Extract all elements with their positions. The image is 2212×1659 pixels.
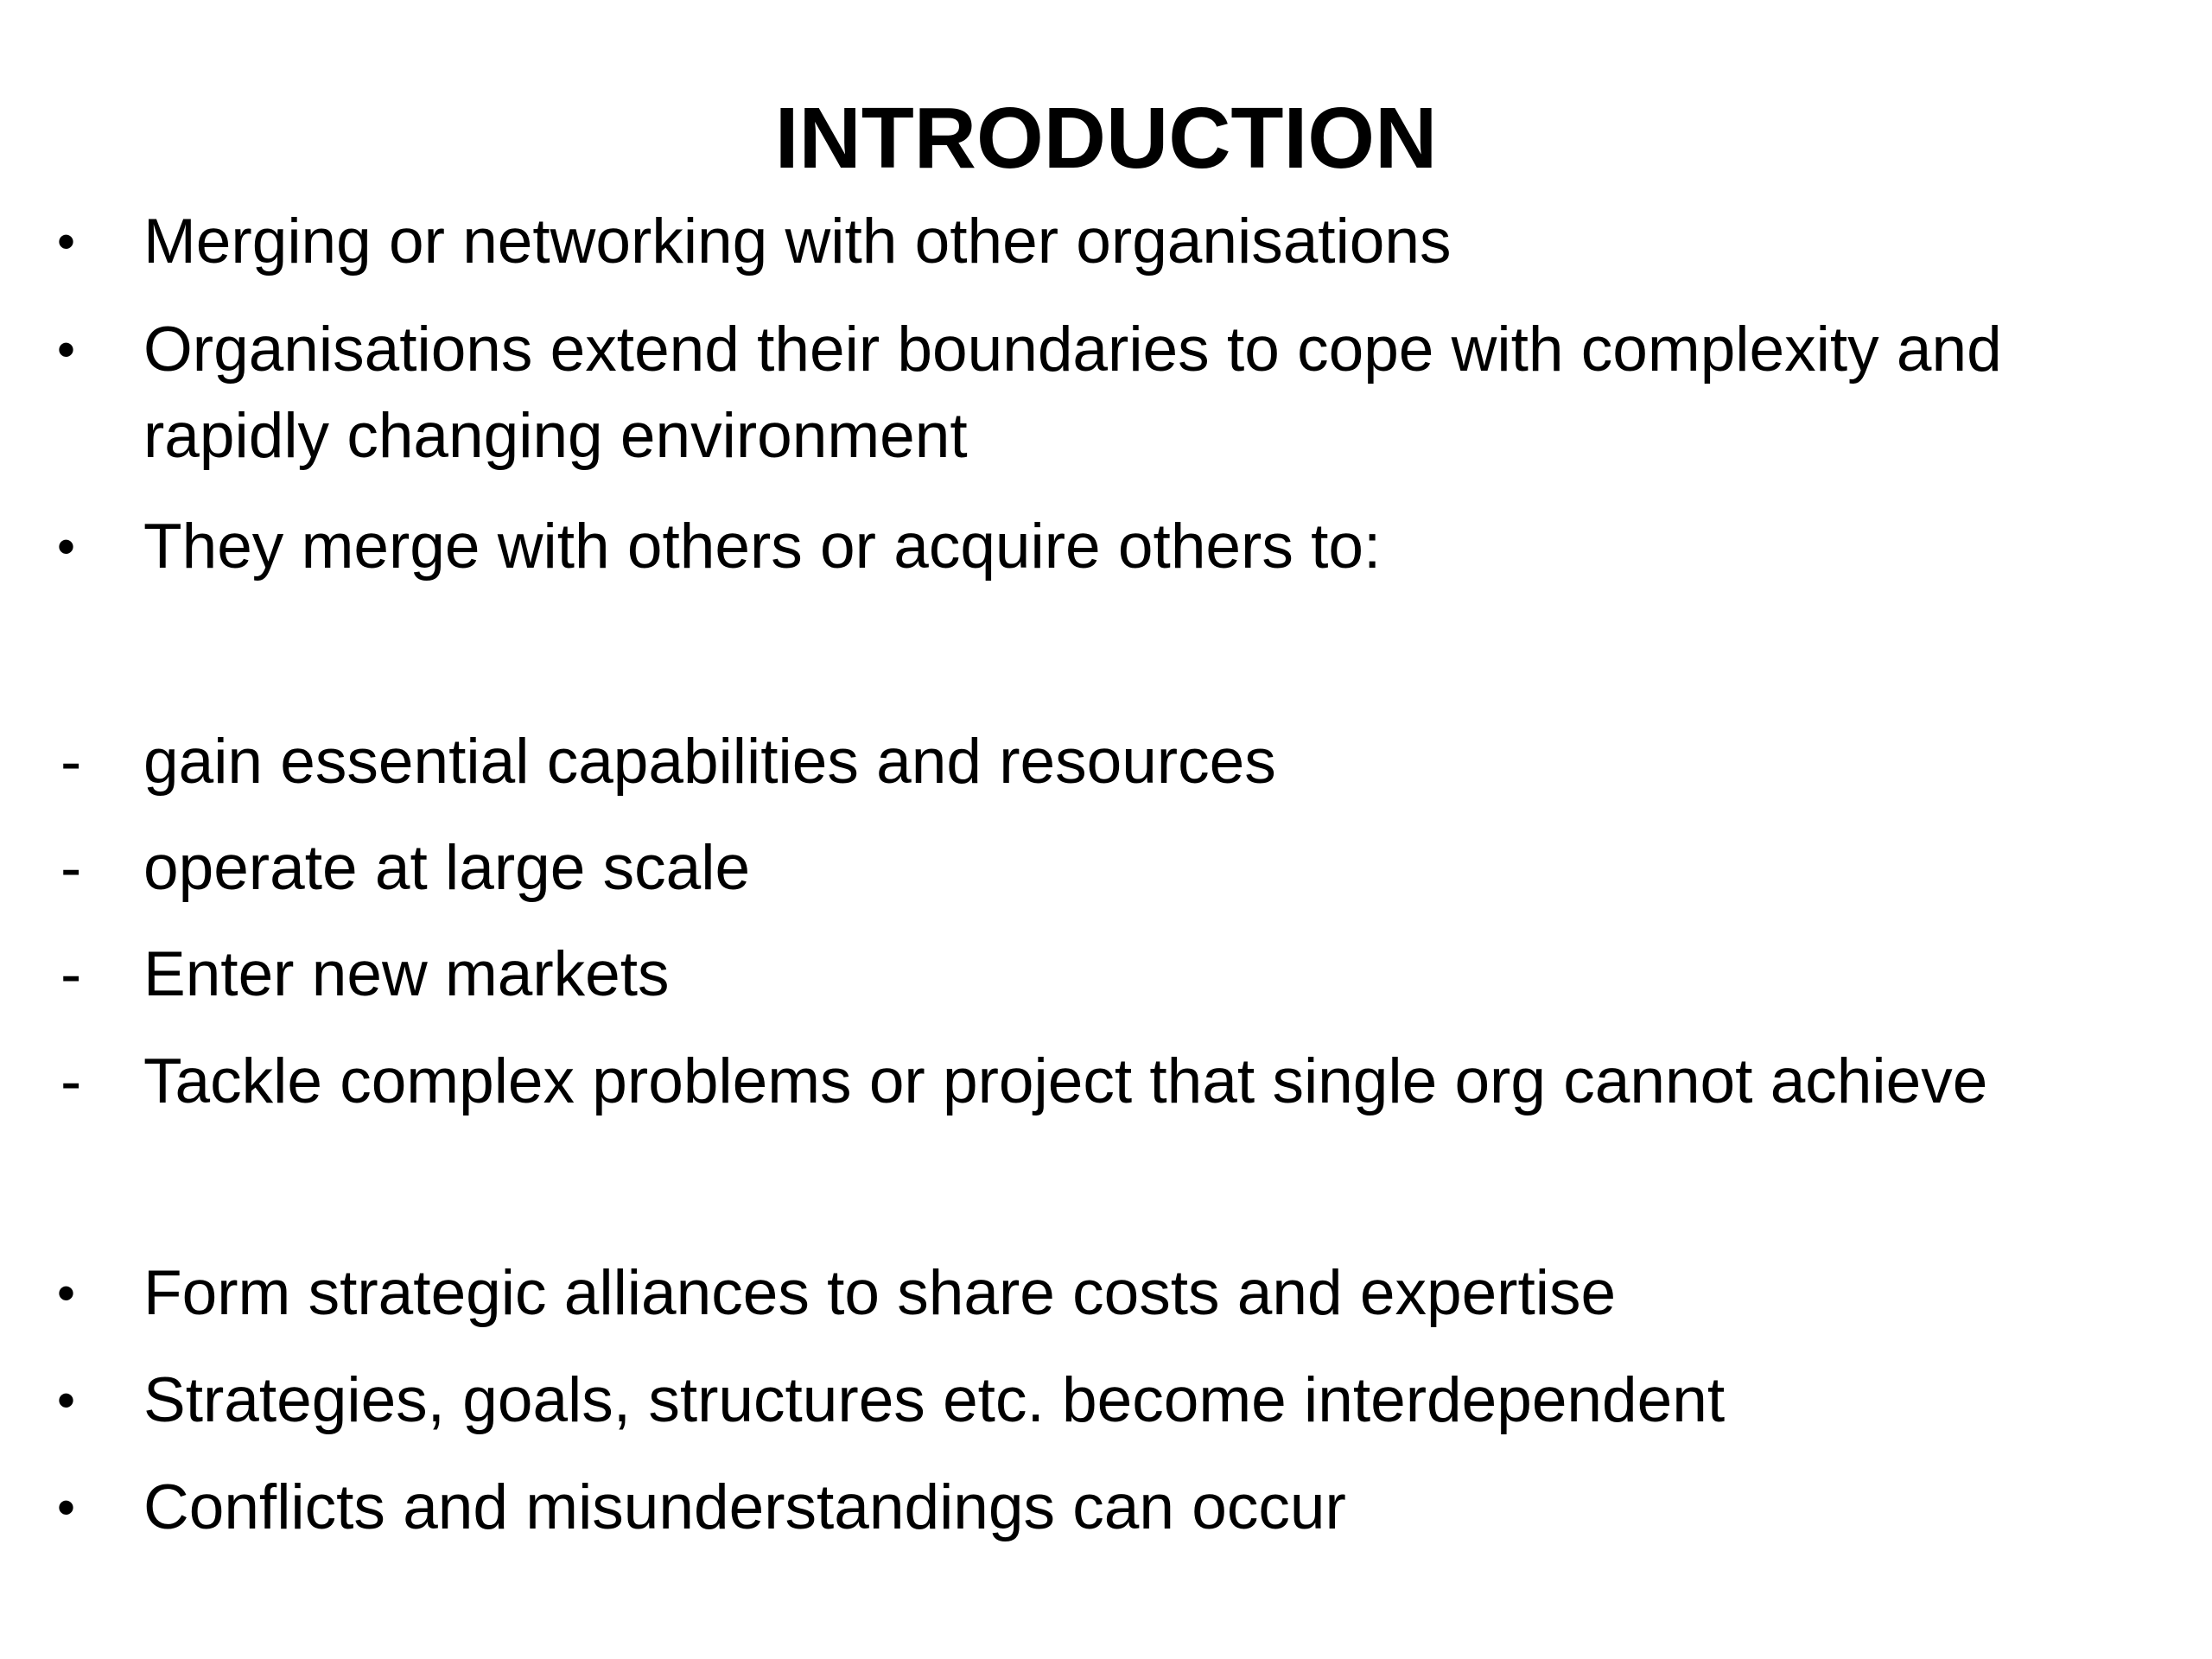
bullet-text: Merging or networking with other organisations bbox=[143, 207, 1452, 276]
dash-text: gain essential capabilities and resources bbox=[143, 727, 1276, 797]
dash-marker: - bbox=[60, 727, 82, 797]
bullet-marker: • bbox=[57, 518, 76, 575]
dash-marker: - bbox=[60, 939, 82, 1009]
dash-text: Tackle complex problems or project that single org cannot achieve bbox=[143, 1046, 1988, 1116]
dash-text: Enter new markets bbox=[143, 939, 670, 1009]
bullet-marker: • bbox=[57, 213, 76, 270]
bullet-text: They merge with others or acquire others to: bbox=[143, 512, 1382, 582]
bullet-text: Conflicts and misunderstandings can occur bbox=[143, 1472, 1346, 1542]
bullet-text: Form strategic alliances to share costs and expertise bbox=[143, 1258, 1617, 1328]
bullet-marker: • bbox=[57, 1478, 76, 1536]
bullet-marker: • bbox=[57, 1264, 76, 1322]
bullet-text: Strategies, goals, structures etc. become interdependent bbox=[143, 1365, 1726, 1435]
slide-title: INTRODUCTION bbox=[774, 90, 1438, 187]
dash-marker: - bbox=[60, 833, 82, 903]
bullet-marker: • bbox=[57, 321, 76, 378]
dash-text: operate at large scale bbox=[143, 833, 751, 903]
bullet-marker: • bbox=[57, 1371, 76, 1429]
bullet-text: Organisations extend their boundaries to cope with complexity and rapidly changing environment bbox=[143, 315, 2002, 471]
dash-marker: - bbox=[60, 1046, 82, 1116]
